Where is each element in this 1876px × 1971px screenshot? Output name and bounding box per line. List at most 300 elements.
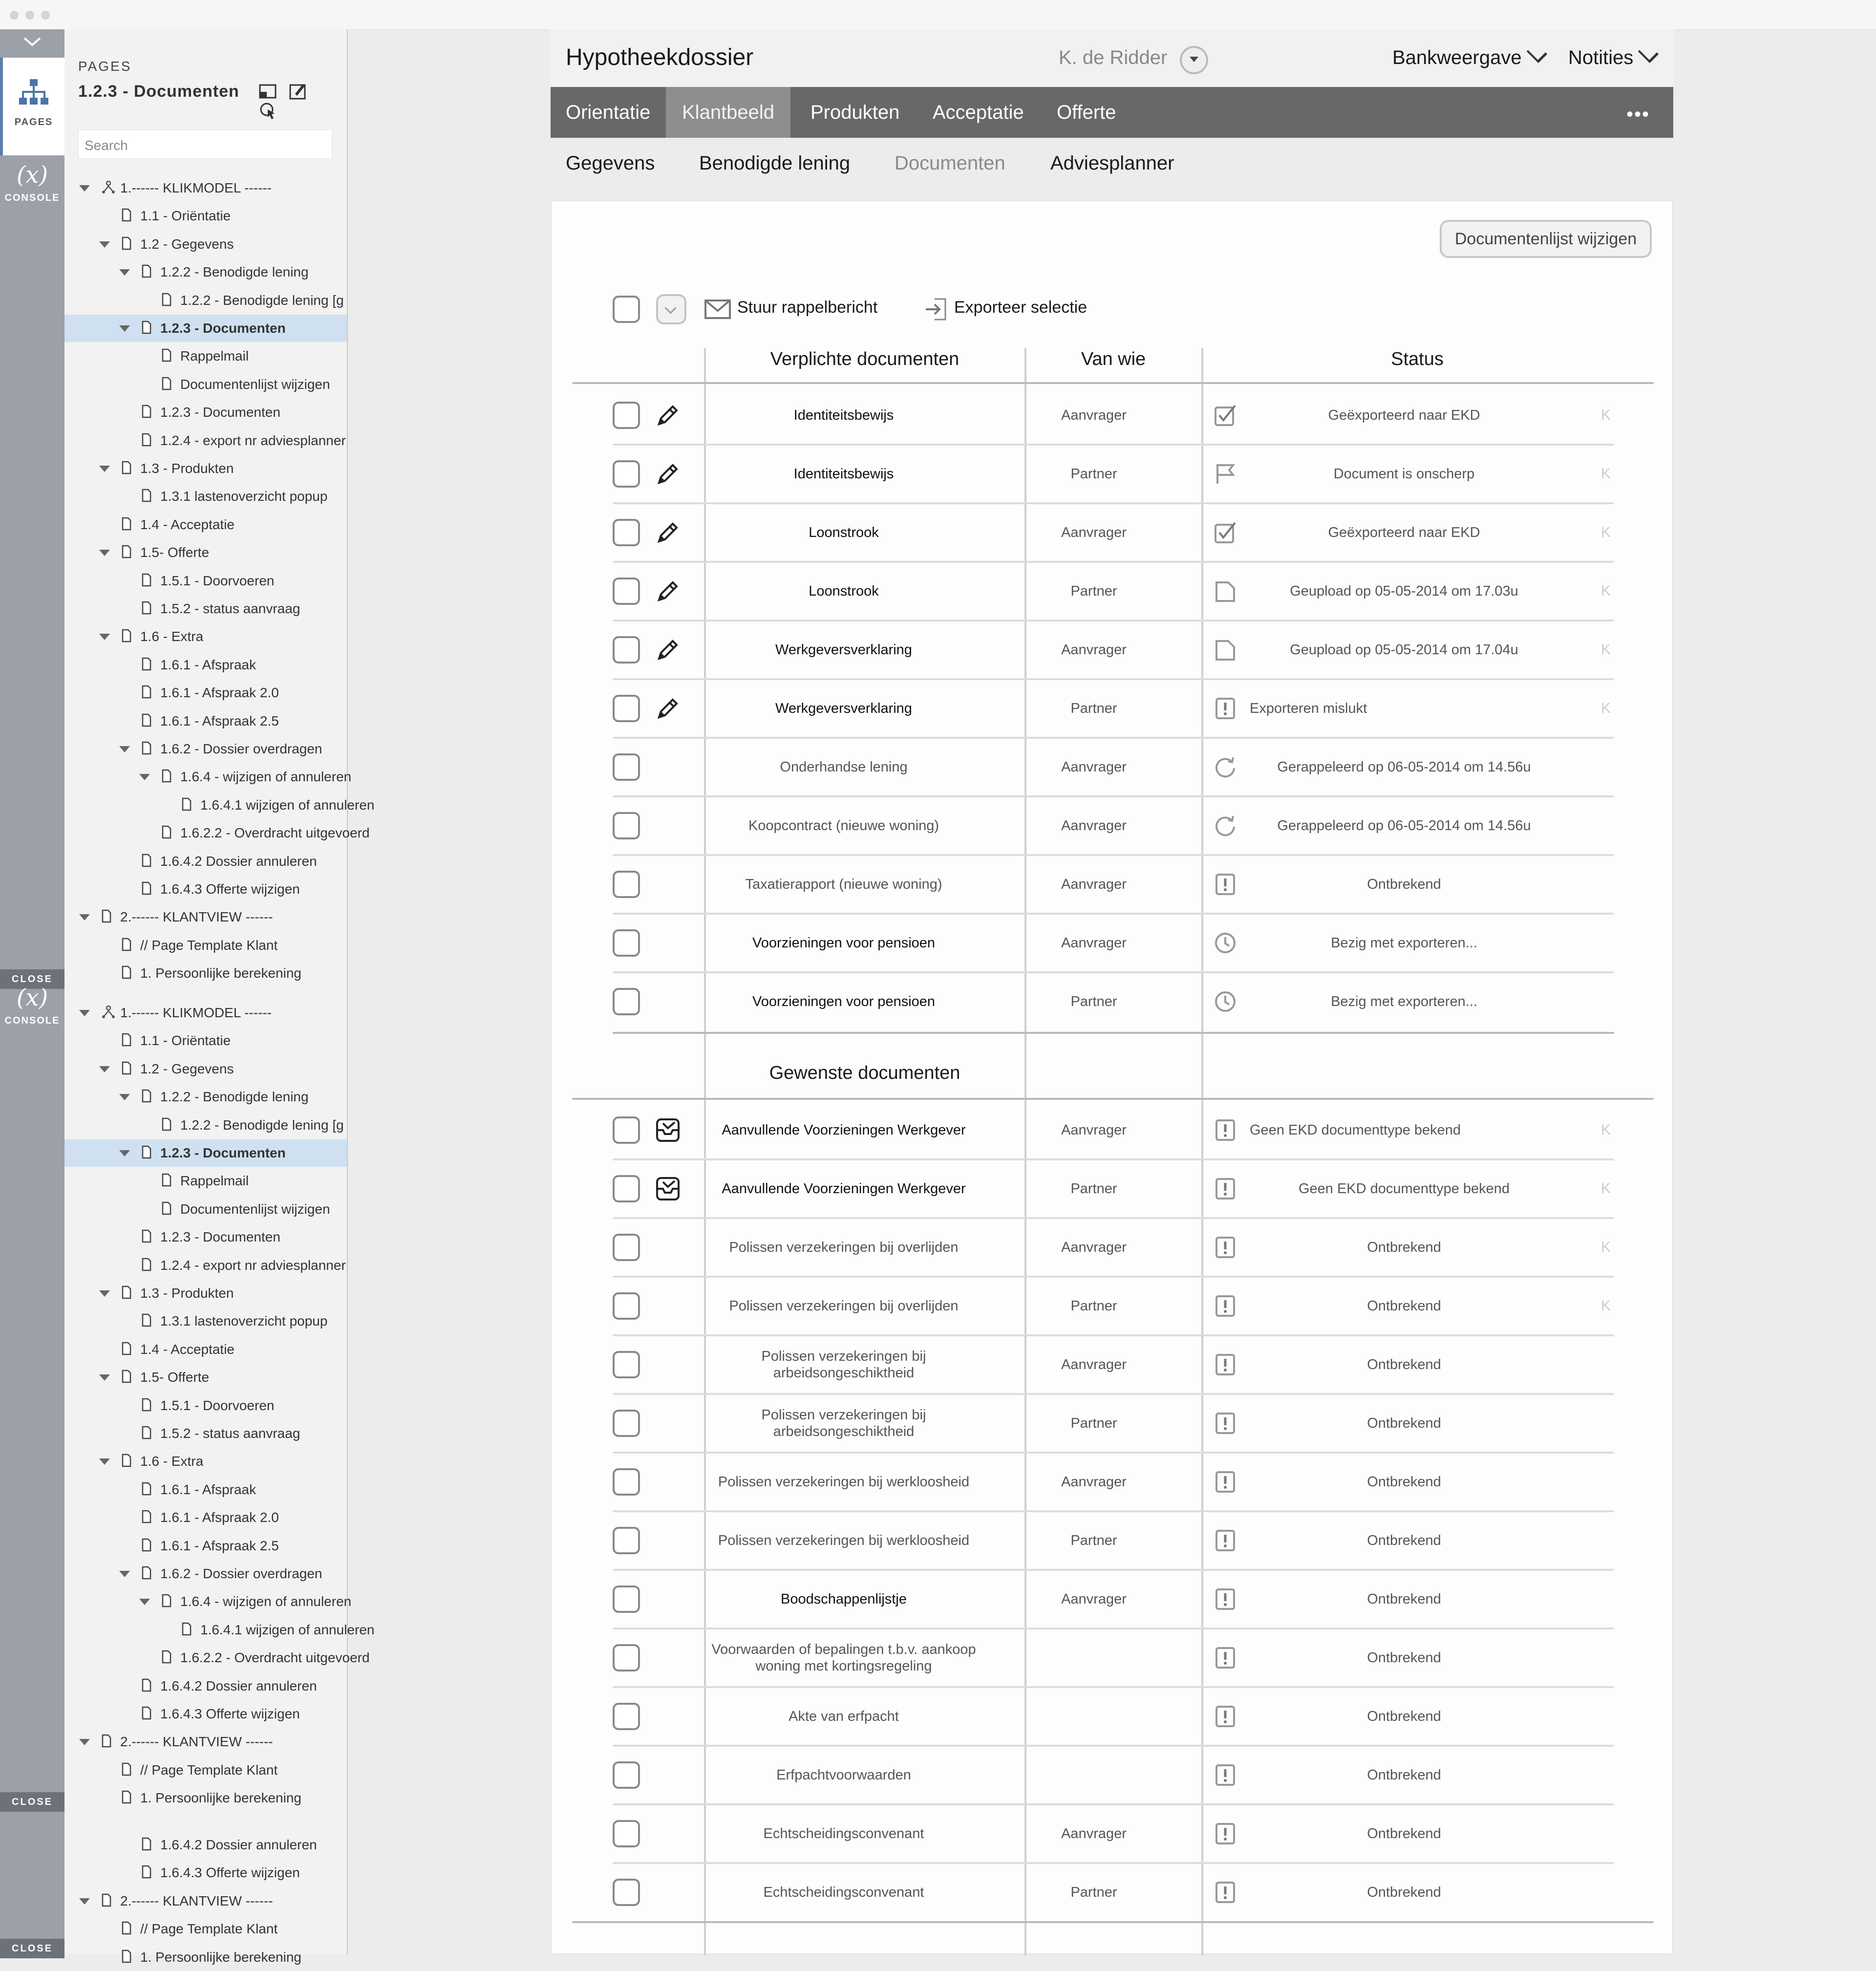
user-menu-button[interactable]	[1180, 46, 1208, 74]
pages-panel	[64, 29, 375, 1965]
row-checkbox[interactable]	[613, 1761, 640, 1789]
document-owner: Partner	[1070, 466, 1117, 482]
row-checkbox[interactable]	[613, 1175, 640, 1202]
row-checkbox[interactable]	[613, 695, 640, 722]
rail-console-label: CONSOLE	[4, 193, 60, 203]
document-status: Ontbrekend	[1367, 1357, 1441, 1372]
tree-item-label: Documentenlijst wijzigen	[180, 1201, 330, 1217]
tree-item[interactable]	[64, 1307, 347, 1335]
tree-item[interactable]	[64, 1672, 347, 1700]
tree-item[interactable]	[64, 371, 347, 398]
rail-console-button[interactable]	[0, 161, 64, 204]
app-header	[550, 29, 1674, 87]
tree-item[interactable]	[64, 1700, 347, 1728]
row-checkbox[interactable]	[613, 1820, 640, 1847]
caret-down-icon[interactable]	[99, 1458, 110, 1465]
k-marker[interactable]: K	[1601, 466, 1611, 482]
tree-item-label: 1.6.4.3 Offerte wijzigen	[160, 1706, 300, 1721]
document-owner: Aanvrager	[1061, 1474, 1127, 1490]
tree-item[interactable]	[64, 1364, 347, 1391]
documents-panel	[551, 200, 1673, 1954]
tree-item[interactable]	[64, 960, 347, 987]
row-checkbox[interactable]	[613, 636, 640, 664]
view-dropdown[interactable]	[1392, 47, 1543, 69]
export-icon	[924, 297, 948, 321]
tree-item[interactable]	[64, 595, 347, 622]
document-name: Voorzieningen voor pensioen	[752, 994, 936, 1009]
tree-item[interactable]	[64, 1504, 347, 1531]
tree-item[interactable]	[64, 1476, 347, 1503]
tree-item[interactable]	[64, 202, 347, 230]
tree-item[interactable]	[64, 427, 347, 454]
tree-item[interactable]	[64, 455, 347, 482]
caret-down-icon[interactable]	[79, 1739, 90, 1745]
pencil-icon[interactable]	[655, 520, 681, 545]
subtab-documenten[interactable]: Documenten	[895, 152, 1005, 174]
tree-item-label: 1.3 - Produkten	[140, 461, 234, 476]
rail-pages-label: PAGES	[14, 117, 53, 128]
row-checkbox[interactable]	[613, 988, 640, 1015]
document-status: Geëxporteerd naar EKD	[1328, 407, 1480, 423]
alert-icon	[1214, 1236, 1237, 1259]
tree-item-label: 1.6.4.1 wijzigen of annuleren	[200, 797, 375, 813]
caret-down-icon[interactable]	[79, 1898, 90, 1905]
k-marker[interactable]: K	[1601, 1239, 1611, 1255]
tree-item[interactable]	[64, 623, 347, 650]
document-status: Gerappeleerd op 06-05-2014 om 14.56u	[1277, 818, 1531, 834]
row-checkbox[interactable]	[613, 1116, 640, 1144]
document-name: Polissen verzekeringen bij overlijden	[729, 1298, 959, 1314]
page-properties-icon[interactable]	[258, 81, 277, 101]
page-icon	[122, 517, 131, 531]
document-status: Ontbrekend	[1367, 1885, 1441, 1900]
document-name: Echtscheidingsconvenant	[763, 1885, 924, 1900]
document-name: Werkgeversverklaring	[775, 642, 912, 658]
send-reminder-button[interactable]: Stuur rappelbericht	[737, 298, 878, 317]
caret-down-icon[interactable]	[99, 1290, 110, 1297]
k-marker[interactable]: K	[1601, 407, 1611, 423]
row-checkbox[interactable]	[613, 519, 640, 546]
row-checkbox[interactable]	[613, 1703, 640, 1730]
tree-item[interactable]	[64, 399, 347, 426]
tree-item-label: 1.6 - Extra	[140, 629, 204, 644]
caret-down-icon[interactable]	[79, 914, 90, 921]
notes-dropdown[interactable]	[1568, 47, 1655, 69]
tree-item[interactable]	[64, 1392, 347, 1419]
document-status: Ontbrekend	[1367, 1709, 1441, 1724]
alert-icon	[1214, 697, 1237, 720]
document-owner: Partner	[1070, 583, 1117, 599]
document-status: Ontbrekend	[1367, 1591, 1441, 1607]
page-interactions-icon[interactable]	[258, 101, 277, 120]
tree-item[interactable]	[64, 1532, 347, 1560]
page-icon	[142, 1865, 151, 1879]
tree-item[interactable]	[64, 1728, 347, 1756]
tab-acceptatie[interactable]: Acceptatie	[933, 102, 1024, 123]
page-icon	[122, 1061, 131, 1075]
tree-item-label: 1.5.1 - Doorvoeren	[160, 1397, 275, 1413]
tree-item[interactable]	[64, 174, 347, 202]
tree-item[interactable]	[64, 679, 347, 707]
tree-item-label: 1.4 - Acceptatie	[140, 516, 235, 532]
page-icon	[142, 1837, 151, 1851]
document-name: Loonstrook	[809, 583, 879, 599]
tree-item[interactable]	[64, 1644, 370, 1671]
window-zoom-dot[interactable]	[41, 11, 50, 20]
tree-item[interactable]	[64, 511, 347, 538]
row-checkbox[interactable]	[613, 753, 640, 781]
document-row	[552, 386, 1674, 445]
tree-item[interactable]	[64, 539, 347, 566]
caret-down-icon[interactable]	[119, 325, 130, 332]
alert-icon	[1214, 1470, 1237, 1494]
row-checkbox[interactable]	[613, 578, 640, 605]
row-checkbox[interactable]	[613, 1292, 640, 1320]
document-status: Bezig met exporteren...	[1331, 994, 1477, 1009]
chevron-down-icon	[1526, 43, 1547, 63]
pages-search-input[interactable]: Search	[78, 129, 332, 159]
alert-icon	[1214, 1353, 1237, 1376]
tab-orientatie[interactable]: Orientatie	[566, 102, 651, 123]
caret-down-icon[interactable]	[99, 241, 110, 248]
document-name: Echtscheidingsconvenant	[763, 1826, 924, 1842]
sitemap-icon	[18, 77, 49, 108]
pencil-icon[interactable]	[655, 637, 681, 663]
tree-item[interactable]	[64, 1139, 347, 1167]
tree-item[interactable]	[64, 1167, 347, 1195]
caret-down-icon[interactable]	[99, 466, 110, 472]
subtab-adviesplanner[interactable]: Adviesplanner	[1050, 152, 1174, 174]
page-icon	[142, 1145, 151, 1159]
tree-item[interactable]	[64, 903, 347, 931]
tree-item[interactable]	[64, 1448, 347, 1475]
document-name: Onderhandse lening	[780, 759, 908, 775]
document-name: Polissen verzekeringen bij overlijden	[729, 1240, 959, 1255]
refresh-icon	[1214, 755, 1237, 779]
tree-item[interactable]	[64, 1887, 347, 1915]
caret-down-icon[interactable]	[99, 1066, 110, 1072]
document-row	[552, 679, 1674, 738]
page-title: Hypotheekdossier	[566, 44, 754, 70]
subtab-gegevens[interactable]: Gegevens	[566, 152, 655, 174]
document-name: Koopcontract (nieuwe woning)	[748, 818, 939, 834]
tree-item[interactable]	[64, 1757, 347, 1784]
alert-icon	[1214, 1177, 1237, 1200]
tab-offerte[interactable]: Offerte	[1057, 102, 1116, 123]
clock-icon	[1214, 931, 1237, 955]
document-owner: Aanvrager	[1061, 1240, 1127, 1255]
rail-close-button-2[interactable]: CLOSE	[0, 1792, 64, 1812]
page-icon	[162, 1594, 171, 1607]
k-marker[interactable]: K	[1601, 642, 1611, 658]
tree-item[interactable]	[64, 651, 347, 679]
row-checkbox[interactable]	[613, 402, 640, 429]
tree-item[interactable]	[64, 1944, 347, 1971]
tree-item-label: Rappelmail	[180, 1173, 249, 1189]
pencil-icon[interactable]	[655, 578, 681, 604]
rail-close-button-3[interactable]: CLOSE	[0, 1939, 64, 1958]
page-icon	[142, 433, 151, 447]
tree-item[interactable]	[64, 999, 347, 1027]
page-icon	[142, 1510, 151, 1523]
page-icon	[122, 1454, 131, 1467]
more-menu-icon[interactable]: •••	[1626, 104, 1650, 125]
row-checkbox[interactable]	[613, 871, 640, 898]
document-row	[552, 1628, 1674, 1687]
tree-item[interactable]	[64, 258, 347, 286]
row-checkbox[interactable]	[613, 929, 640, 957]
inbox-icon[interactable]	[655, 1176, 681, 1201]
document-row	[552, 1277, 1674, 1335]
tree-item[interactable]	[64, 1831, 347, 1859]
tree-item[interactable]	[64, 707, 347, 735]
document-name: Boodschappenlijstje	[781, 1591, 907, 1607]
tree-item[interactable]	[64, 1784, 347, 1812]
page-icon	[142, 657, 151, 671]
inbox-icon[interactable]	[655, 1117, 681, 1143]
document-owner: Partner	[1070, 1533, 1117, 1548]
tree-item[interactable]	[64, 1859, 347, 1886]
k-marker[interactable]: K	[1601, 700, 1611, 716]
tree-item[interactable]	[64, 735, 347, 763]
tree-item-label: 1. Persoonlijke berekening	[140, 965, 301, 981]
caret-down-icon[interactable]	[99, 550, 110, 556]
column-header-who: Van wie	[1081, 349, 1146, 369]
page-icon	[122, 1285, 131, 1299]
tree-item-label: 1.2 - Gegevens	[140, 1061, 234, 1076]
subtab-benodigde-lening[interactable]: Benodigde lening	[699, 152, 851, 174]
tree-item-label: 1.6.4.2 Dossier annuleren	[160, 853, 317, 869]
refresh-icon	[1214, 814, 1237, 837]
rail-close-button[interactable]: CLOSE	[0, 969, 64, 989]
edit-document-list-button[interactable]: Documentenlijst wijzigen	[1440, 220, 1652, 258]
tree-item-label: 1.------ KLIKMODEL ------	[120, 1005, 272, 1020]
page-icon	[122, 1762, 131, 1776]
document-row	[552, 1570, 1674, 1628]
tree-item-label: 1.6.1 - Afspraak 2.5	[160, 713, 279, 728]
document-row	[552, 1101, 1674, 1159]
page-icon	[122, 1790, 131, 1804]
page-icon	[122, 1950, 131, 1963]
row-checkbox[interactable]	[613, 1879, 640, 1906]
caret-down-icon[interactable]	[119, 269, 130, 276]
tree-item-label: 1.1 - Oriëntatie	[140, 208, 231, 224]
page-icon	[142, 601, 151, 615]
caret-down-icon[interactable]	[119, 746, 130, 752]
page-icon	[122, 965, 131, 979]
rail-pages-button[interactable]	[0, 58, 64, 155]
select-all-checkbox[interactable]	[613, 296, 640, 323]
row-checkbox[interactable]	[613, 1351, 640, 1378]
k-marker[interactable]: K	[1601, 1180, 1611, 1197]
page-icon	[162, 825, 171, 839]
k-marker[interactable]: K	[1601, 1122, 1611, 1138]
tree-item[interactable]	[64, 567, 347, 595]
chevron-down-icon	[1638, 43, 1659, 63]
row-checkbox[interactable]	[613, 1468, 640, 1496]
caret-down-icon[interactable]	[119, 1571, 130, 1577]
page-icon	[142, 405, 151, 418]
desired-header-divider	[572, 1098, 1654, 1100]
row-checkbox[interactable]	[613, 812, 640, 839]
document-name: Akte van erfpacht	[789, 1709, 899, 1724]
document-row	[552, 1159, 1674, 1218]
tree-item-label: 1.2.2 - Benodigde lening	[160, 264, 309, 280]
tree-item[interactable]	[64, 1616, 375, 1644]
tree-item-label: 1.2.2 - Benodigde lening [g	[180, 1117, 344, 1133]
page-icon	[122, 1342, 131, 1355]
k-marker[interactable]: K	[1601, 524, 1611, 540]
row-checkbox[interactable]	[613, 460, 640, 488]
tree-item-label: 1.5- Offerte	[140, 545, 210, 560]
tree-item-label: Documentenlijst wijzigen	[180, 376, 330, 392]
document-owner	[1012, 1628, 1176, 1687]
tree-item[interactable]	[64, 343, 347, 370]
caret-down-icon[interactable]	[99, 634, 110, 640]
tab-klantbeeld[interactable]: Klantbeeld	[666, 87, 790, 138]
rail-console-button-2[interactable]	[0, 984, 64, 1027]
pencil-icon[interactable]	[655, 403, 681, 428]
document-row	[552, 503, 1674, 562]
tree-item[interactable]	[64, 287, 347, 314]
section-header-desired: Gewenste documenten	[769, 1063, 960, 1083]
tree-item[interactable]	[64, 1915, 347, 1943]
document-row	[552, 972, 1674, 1031]
flow-icon	[102, 1005, 111, 1019]
document-row	[552, 914, 1674, 972]
window-titlebar	[0, 0, 1876, 30]
tree-item-label: 1.6.2 - Dossier overdragen	[160, 741, 322, 756]
tree-item[interactable]	[64, 315, 347, 342]
document-status: Ontbrekend	[1367, 1474, 1441, 1490]
page-icon	[142, 1482, 151, 1496]
window-minimize-dot[interactable]	[25, 11, 34, 20]
document-row	[552, 1453, 1674, 1511]
document-owner: Aanvrager	[1061, 935, 1127, 951]
tree-item[interactable]	[64, 1055, 347, 1083]
tree-item[interactable]	[64, 1588, 352, 1615]
pencil-icon[interactable]	[655, 696, 681, 721]
caret-down-icon[interactable]	[99, 1374, 110, 1381]
tree-item-label: 1.2 - Gegevens	[140, 236, 234, 252]
caret-down-icon[interactable]	[119, 1150, 130, 1157]
tree-item[interactable]	[64, 1252, 347, 1279]
tree-item-label: 1.2.3 - Documenten	[160, 1145, 286, 1160]
page-icon	[142, 1566, 151, 1580]
column-header-required: Verplichte documenten	[770, 349, 959, 369]
page-icon	[122, 1370, 131, 1383]
tool-rail	[0, 29, 64, 1954]
caret-down-icon[interactable]	[79, 1010, 90, 1016]
row-checkbox[interactable]	[613, 1410, 640, 1437]
view-dropdown-label: Bankweergave	[1392, 47, 1522, 68]
tree-item[interactable]	[64, 1027, 347, 1054]
sub-nav	[550, 142, 1674, 191]
alert-icon	[1214, 1587, 1237, 1611]
page-icon	[142, 854, 151, 867]
tree-item-label: 1.2.2 - Benodigde lening [g	[180, 292, 344, 308]
k-marker[interactable]: K	[1601, 1298, 1611, 1314]
page-icon	[142, 741, 151, 755]
tree-item[interactable]	[64, 1223, 347, 1251]
document-icon	[1214, 579, 1237, 603]
tab-produkten[interactable]: Produkten	[810, 102, 900, 123]
user-name: K. de Ridder	[1059, 47, 1168, 68]
row-checkbox[interactable]	[613, 1644, 640, 1671]
collapse-chevron-icon[interactable]	[20, 33, 45, 50]
page-icon	[142, 1313, 151, 1327]
tree-item[interactable]	[64, 819, 370, 847]
tree-item[interactable]	[64, 483, 347, 510]
tree-item-label: 1.------ KLIKMODEL ------	[120, 180, 272, 195]
page-icon	[162, 293, 171, 306]
alert-icon	[1214, 1412, 1237, 1435]
tree-item-label: 1.6.2 - Dossier overdragen	[160, 1566, 322, 1581]
caret-down-icon[interactable]	[79, 185, 90, 192]
row-checkbox[interactable]	[613, 1234, 640, 1261]
console-icon: (x)	[16, 984, 48, 1011]
document-status: Document is onscherp	[1333, 466, 1475, 482]
export-selection-button[interactable]: Exporteer selectie	[954, 298, 1087, 317]
page-icon	[162, 1173, 171, 1187]
tree-item-label: 1.6.1 - Afspraak 2.5	[160, 1538, 279, 1553]
tree-item-label: 1.2.4 - export nr adviesplanner	[160, 432, 346, 448]
main-area	[550, 29, 1674, 1954]
page-icon	[122, 629, 131, 643]
page-notes-icon[interactable]	[288, 81, 308, 101]
tree-item[interactable]	[64, 1336, 347, 1363]
document-name: Polissen verzekeringen bij werkloosheid	[718, 1474, 970, 1490]
tree-item[interactable]	[64, 1560, 347, 1587]
caret-down-icon[interactable]	[139, 1599, 150, 1605]
tree-item[interactable]	[64, 1420, 347, 1447]
k-marker[interactable]: K	[1601, 583, 1611, 599]
tree-item[interactable]	[64, 231, 347, 258]
document-status: Ontbrekend	[1367, 1415, 1441, 1431]
page-icon	[122, 938, 131, 951]
tree-item-label: 1.6.4.2 Dossier annuleren	[160, 1678, 317, 1693]
tree-item[interactable]	[64, 848, 347, 875]
tree-item[interactable]	[64, 763, 352, 791]
bulk-actions-dropdown[interactable]	[656, 294, 686, 324]
tree-item[interactable]	[64, 792, 375, 819]
page-icon	[142, 573, 151, 587]
tree-item[interactable]	[64, 876, 347, 903]
window-close-dot[interactable]	[10, 11, 19, 20]
document-name: Voorwaarden of bepalingen t.b.v. aankoop woning met kortingsregeling	[711, 1642, 976, 1674]
tree-item[interactable]	[64, 1083, 347, 1111]
pencil-icon[interactable]	[655, 461, 681, 487]
tree-item-label: 1.1 - Oriëntatie	[140, 1033, 231, 1049]
tree-item[interactable]	[64, 1196, 347, 1223]
tree-item-label: 1.2.3 - Documenten	[160, 1229, 280, 1245]
tree-item-label: 2.------ KLANTVIEW ------	[120, 1734, 273, 1750]
document-status: Geupload op 05-05-2014 om 17.04u	[1290, 642, 1518, 658]
document-owner	[1012, 1687, 1176, 1746]
tree-item[interactable]	[64, 1280, 347, 1307]
caret-down-icon[interactable]	[119, 1094, 130, 1100]
caret-down-icon[interactable]	[139, 774, 150, 780]
table-bottom-divider	[572, 1921, 1654, 1923]
tree-item[interactable]	[64, 932, 347, 959]
document-owner: Aanvrager	[1061, 818, 1127, 834]
tree-item[interactable]	[64, 1112, 347, 1139]
page-icon	[162, 377, 171, 390]
row-checkbox[interactable]	[613, 1585, 640, 1613]
section-divider	[613, 1032, 1614, 1034]
row-checkbox[interactable]	[613, 1527, 640, 1554]
clock-icon	[1214, 990, 1237, 1013]
